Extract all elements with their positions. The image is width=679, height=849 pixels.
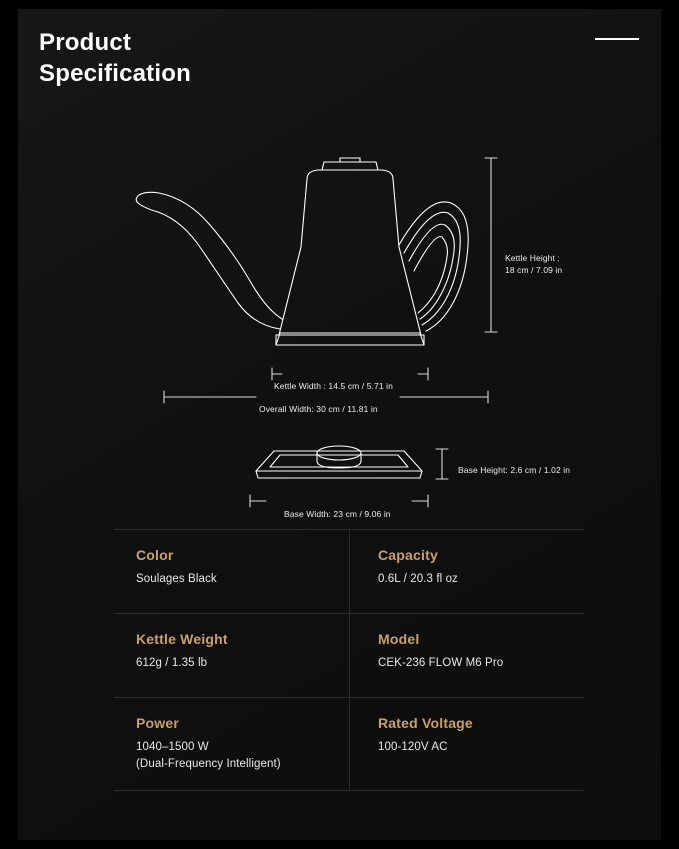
spec-label: Rated Voltage <box>378 715 473 731</box>
base-side <box>256 471 422 478</box>
overall-width-label: Overall Width: 30 cm / 11.81 in <box>259 404 378 414</box>
spec-sheet-page <box>18 9 661 840</box>
base-width-dim-ticks <box>250 495 428 507</box>
page-title-line-1: Product <box>39 29 132 56</box>
spec-value: 612g / 1.35 lb <box>136 657 208 669</box>
spec-value: CEK-236 FLOW M6 Pro <box>378 657 504 669</box>
kettle-diagram <box>18 137 661 527</box>
table-row <box>114 613 584 697</box>
page-title <box>39 28 191 89</box>
base-height-label: Base Height: 2.6 cm / 1.02 in <box>458 465 571 475</box>
spec-cell-model <box>349 614 584 697</box>
kettle-width-label: Kettle Width : 14.5 cm / 5.71 in <box>274 381 393 391</box>
kettle-handle-inner-3 <box>414 237 447 313</box>
spec-cell-capacity <box>349 530 584 613</box>
kettle-width-dim-ticks <box>272 368 428 380</box>
kettle-lid <box>322 162 378 170</box>
spec-value <box>136 739 349 774</box>
spec-label: Power <box>136 715 180 731</box>
table-row <box>114 697 584 791</box>
table-row <box>114 529 584 613</box>
kettle-height-label-line-2: 18 cm / 7.09 in <box>505 265 563 276</box>
base-knob-top <box>317 446 361 460</box>
spec-value-main: 1040–1500 W <box>136 741 209 753</box>
spec-cell-power <box>114 698 349 790</box>
menu-bar-icon[interactable] <box>595 38 639 48</box>
spec-value: Soulages Black <box>136 573 217 585</box>
spec-label: Model <box>378 631 420 647</box>
kettle-height-label-line-1: Kettle Height : <box>505 253 560 263</box>
spec-label: Kettle Weight <box>136 631 228 647</box>
menu-bar-line <box>595 38 639 40</box>
spec-label: Color <box>136 547 174 563</box>
kettle-lid-knob <box>340 158 360 162</box>
kettle-spout <box>136 192 282 329</box>
spec-cell-kettle-weight <box>114 614 349 697</box>
kettle-body-outline <box>279 170 421 335</box>
specification-table <box>114 529 584 791</box>
spec-value: 100-120V AC <box>378 741 448 753</box>
kettle-base-band <box>276 335 424 345</box>
spec-value: 0.6L / 20.3 fl oz <box>378 573 458 585</box>
base-width-label: Base Width: 23 cm / 9.06 in <box>284 509 391 519</box>
spec-label: Capacity <box>378 547 438 563</box>
page-title-line-2: Specification <box>39 59 191 87</box>
spec-cell-color <box>114 530 349 613</box>
base-inner-plate <box>270 455 408 467</box>
spec-value-sub: (Dual-Frequency Intelligent) <box>136 758 281 771</box>
spec-cell-rated-voltage <box>349 698 584 790</box>
kettle-handle-inner-2 <box>409 224 454 319</box>
kettle-height-label <box>505 252 562 277</box>
